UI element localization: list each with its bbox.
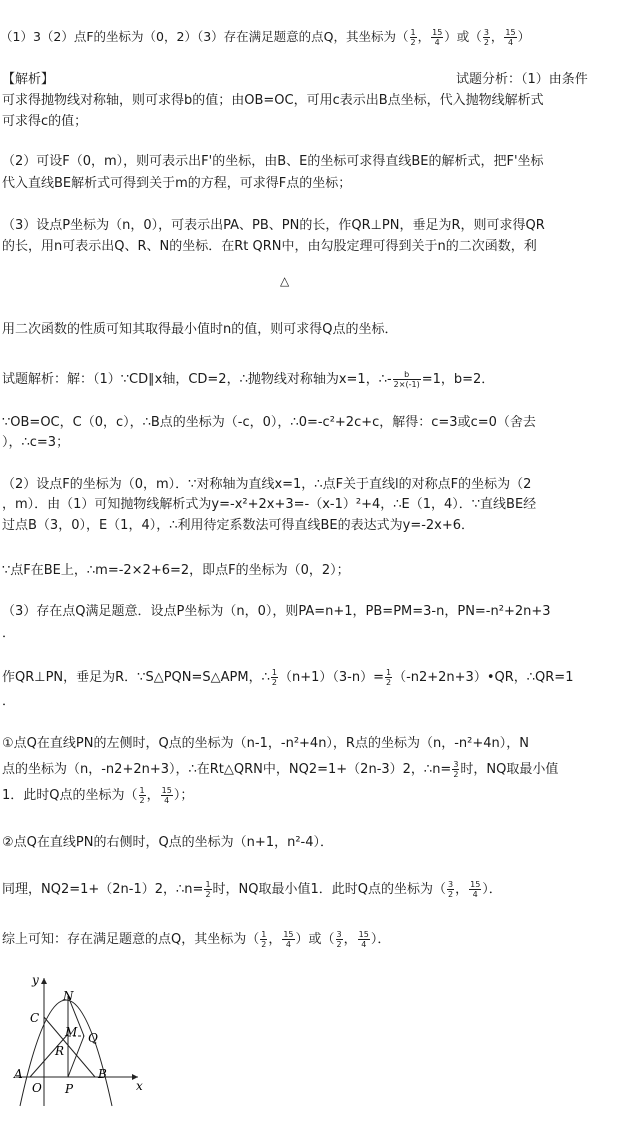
text-line: （3）设点P坐标为（n，0），可表示出PA、PB、PN的长，作QR⊥PN，垂足为R，则可求得QR: [2, 218, 545, 233]
label-r: R: [55, 1044, 65, 1058]
fraction: $\frac{b}{2\times(-1)}$: [393, 370, 420, 389]
text-line: ①点Q在直线PN的左侧时，Q点的坐标为（n-1，-n²+4n），R点的坐标为（n，-n²+4n），N: [2, 736, 529, 751]
text-line: ．: [2, 694, 16, 709]
label-c: C: [30, 1011, 40, 1025]
text-line: 1．此时Q点的坐标为（ $\frac{1}{2}$ ， $\frac{15}{4}$ ）；: [2, 786, 194, 805]
label-p: P: [65, 1082, 74, 1096]
label-q: Q: [88, 1031, 98, 1045]
fraction: $\frac{3}{2}$: [483, 28, 489, 47]
text-line: ∵点F在BE上，∴m=-2×2+6=2，即点F的坐标为（0，2）；: [2, 563, 350, 578]
text-line: （2）设点F的坐标为（0，m）．∵对称轴为直线x=1，∴点F关于直线l的对称点F的坐标为（2: [2, 477, 532, 492]
text-line: 可求得抛物线对称轴，则可求得b的值；由OB=OC，可用c表示出B点坐标，代入抛物线解析式: [2, 93, 544, 108]
text-line: 同理，NQ2=1+（2n-1）2，∴n= $\frac{1}{2}$ 时，NQ取最小值1．此时Q点的坐标为（ $\frac{3}{2}$ ， $\frac{15}{4}$ ）．: [2, 880, 502, 899]
fraction: $\frac{1}{2}$: [271, 668, 277, 687]
text-line: ∵OB=OC，C（0，c），∴B点的坐标为（-c，0），∴0=-c²+2c+c，解得：c=3或c=0（舍去: [2, 415, 536, 430]
text-line: 试题解析：解：（1）∵CD∥x轴，CD=2，∴抛物线对称轴为x=1，∴- $\frac{b}{2\times(-1)}$ =1，b=2．: [2, 370, 495, 389]
text-line: ），∴c=3；: [2, 435, 70, 450]
text-line: ②点Q在直线PN的右侧时，Q点的坐标为（n+1，n²-4）．: [2, 835, 333, 850]
y-axis-arrow-icon: [41, 978, 47, 984]
fraction: $\frac{15}{4}$: [161, 786, 172, 805]
fraction: $\frac{15}{4}$: [358, 930, 369, 949]
fraction: $\frac{15}{4}$: [505, 28, 516, 47]
label-y: y: [32, 973, 39, 987]
analysis-heading: 【解析】: [2, 72, 55, 87]
fraction: $\frac{15}{4}$: [432, 28, 443, 47]
text-line: 可求得c的值；: [2, 114, 88, 129]
fraction: $\frac{15}{4}$: [283, 930, 294, 949]
fraction: $\frac{3}{2}$: [448, 880, 454, 899]
text-line: ，m）．由（1）可知抛物线解析式为y=-x²+2x+3=-（x-1）²+4，∴E（1，4）．∵直线BE经: [2, 497, 537, 512]
fraction: $\frac{1}{2}$: [410, 28, 416, 47]
text-line: 的长，用n可表示出Q、R、N的坐标．在Rt QRN中，由勾股定理可得到关于n的二次函数，利: [2, 239, 537, 254]
text-line: （2）可设F（0，m），则可表示出F'的坐标，由B、E的坐标可求得直线BE的解析式，把F'坐标: [2, 154, 544, 169]
text-line: （3）存在点Q满足题意．设点P坐标为（n，0），则PA=n+1，PB=PM=3-n，PN=-n²+2n+3: [2, 604, 551, 619]
text-line: 点的坐标为（n，-n2+2n+3），∴在Rt△QRN中，NQ2=1+（2n-3）2，∴n= $\frac{3}{2}$ 时，NQ取最小值: [2, 760, 559, 779]
fraction: $\frac{1}{2}$: [139, 786, 145, 805]
text-line: ．: [2, 626, 16, 641]
fraction: $\frac{15}{4}$: [470, 880, 481, 899]
label-a: A: [14, 1067, 23, 1081]
triangle-symbol: △: [280, 274, 290, 288]
parabola-figure: [10, 972, 150, 1112]
fraction: $\frac{3}{2}$: [453, 760, 459, 779]
label-b: B: [98, 1067, 107, 1081]
label-n: N: [63, 989, 74, 1003]
analysis-intro: 试题分析：（1）由条件: [456, 72, 588, 87]
answer-line: （1）3（2）点F的坐标为（0，2）（3）存在满足题意的点Q，其坐标为（ $\frac{1}{2}$ ， $\frac{15}{4}$ ）或（ $\frac{3}{2}$ ， $\frac{15}{4}$ ）: [0, 28, 531, 47]
text-line: 综上可知：存在满足题意的点Q，其坐标为（ $\frac{1}{2}$ ， $\frac{15}{4}$ ）或（ $\frac{3}{2}$ ， $\frac{15}{4}$ ）．: [2, 930, 391, 949]
fraction: $\frac{3}{2}$: [336, 930, 342, 949]
label-m: M: [65, 1025, 78, 1039]
text-line: 作QR⊥PN，垂足为R．∵S△PQN=S△APM，∴ $\frac{1}{2}$ （n+1）（3-n）= $\frac{1}{2}$ （-n2+2n+3）•QR，∴QR=1: [2, 668, 574, 687]
text-line: 代入直线BE解析式可得到关于m的方程，可求得F点的坐标；: [2, 176, 352, 191]
text-line: 过点B（3，0），E（1，4），∴利用待定系数法可得直线BE的表达式为y=-2x+6．: [2, 518, 475, 533]
label-o: O: [32, 1081, 42, 1095]
segment-pq: [68, 1036, 84, 1077]
fraction: $\frac{1}{2}$: [385, 668, 392, 687]
fraction: $\frac{1}{2}$: [205, 880, 211, 899]
fraction: $\frac{1}{2}$: [261, 930, 267, 949]
label-x: x: [136, 1079, 143, 1093]
text-line: 用二次函数的性质可知其取得最小值时n的值，则可求得Q点的坐标．: [2, 322, 398, 337]
